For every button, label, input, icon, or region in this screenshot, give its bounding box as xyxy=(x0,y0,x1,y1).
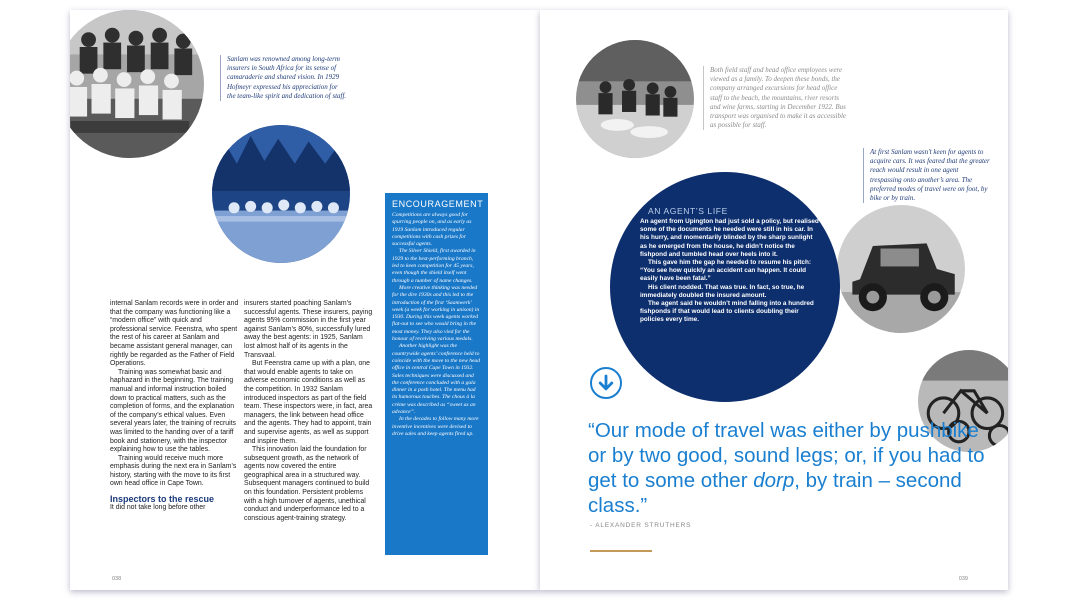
agents-life-paragraph: An agent from Upington had just sold a policy, but realised some of the documents he needed were still in his car. In his hurry, and momentarily blinded by the sharp sunlight as he emerged from the house, he didn’t notice the fishpond and tumbled head over heels into it. xyxy=(640,218,819,258)
quote-text-end: , by train – second class.” xyxy=(588,469,962,517)
body-paragraph: insurers started poaching Sanlam’s successful agents. These insurers, paying agents 95% commission in the first year against Sanlam’s 80%, successfully lured away the best agents: in 1925, Sanlam lost almost half of its agents in the Transvaal. xyxy=(244,300,373,359)
staff-group-photo xyxy=(70,10,204,158)
body-paragraph: internal Sanlam records were in order and that the company was functioning like a “modern office” with quick and professional service. Feenstra, who spent the rest of his career at Sanlam and became assistant general manager, can rightly be regarded as the Father of Field Operations. xyxy=(110,300,239,368)
sidebar-title: ENCOURAGEMENT xyxy=(392,199,484,209)
body-paragraph: But Feenstra came up with a plan, one that would enable agents to take on adverse economic conditions as well as the competition. In 1932 Sanlam introduced inspectors as part of the field team. These inspectors were, in fact, area managers, the link between head office and the agents. They had to appoint, train and supervise agents, as well as support and inspire them. xyxy=(244,360,373,445)
vintage-car-photo xyxy=(837,205,965,333)
agents-life-panel xyxy=(610,172,840,402)
body-column-1 xyxy=(110,300,240,512)
left-page xyxy=(70,10,540,590)
encouragement-sidebar xyxy=(385,193,488,555)
arrow-down-circle-icon xyxy=(590,367,622,399)
body-column-2 xyxy=(244,300,374,523)
right-page xyxy=(540,10,1008,590)
agents-life-title: AN AGENT’S LIFE xyxy=(648,206,728,216)
quote-text: “Our mode of travel was either by pushbike or by two good, sound legs; or, if you had to get to some other xyxy=(588,419,985,492)
sidebar-paragraph: In the decades to follow many more inventive incentives were devised to drive sales and keep agents fired up. xyxy=(392,416,479,437)
agents-life-paragraph: His client nodded. That was true. In fact, so true, he immediately doubled the insured amount. xyxy=(640,283,805,299)
staff-photo-caption: Sanlam was renowned among long-term insurers in South Africa for its sense of camaraderie and shared vision. In 1929 Hofmeyr expressed his appreciation for the team-like spirit and dedication of staff. xyxy=(220,55,347,101)
agents-life-paragraph: The agent said he wouldn’t mind falling into a hundred fishponds if that would lead to clients doubling their policies every time. xyxy=(640,300,814,324)
pull-quote xyxy=(588,418,988,518)
beach-outing-caption: Both field staff and head office employees were viewed as a family. To deepen these bonds, the company arranged excursions for head office staff to the beach, the mountains, river resorts and wine farms, starting in December 1922. Bus transport was organised to make it as accessible as possible for staff. xyxy=(703,66,850,130)
sidebar-paragraph: Competitions are always good for spurring people on, and as early as 1919 Sanlam introduced regular competitions with cash prizes for successful agents. xyxy=(392,212,472,248)
inspectors-subheading: Inspectors to the rescue xyxy=(110,494,215,505)
page-number-left: 038 xyxy=(112,576,122,582)
quote-italic-word: dorp xyxy=(753,469,795,492)
sidebar-paragraph: The Silver Shield, first awarded in 1929 to the best-performing branch, led to keen competition for 45 years, even though the shield itself went through a number of name changes. xyxy=(392,248,476,284)
beach-outing-photo xyxy=(576,40,694,158)
bathers-photo xyxy=(212,125,350,263)
sidebar-paragraph: More creative thinking was needed for the dire 1930s and this led to the introduction of the first ‘Saamwerk’ week (a week for working in unison) in 1930. During this week agents worked flat-out to see who would bring in the most money. They also vied for the honour of receiving various medals. xyxy=(392,284,480,343)
quote-attribution: - ALEXANDER STRUTHERS xyxy=(590,522,692,529)
body-paragraph: Training would receive much more emphasis during the next era in Sanlam’s history, starting with the move to its first own head office in Cape Town. xyxy=(110,454,237,488)
sidebar-paragraph: Another highlight was the countrywide agents’ conference held to coincide with the move to the new head office in central Cape Town in 1932. Sales techniques were discussed and the conference concluded with a gala dinner in a posh hotel. The menu had its humorous touches. The chous à la crème was described as “sweet as an advance”. xyxy=(392,343,481,416)
body-paragraph: Training was somewhat basic and haphazard in the beginning. The training manual and informal instruction boiled down to practical matters, such as the completion of forms, and the explanation of the company’s ethical values. Even several years later, the training of recruits was limited to the handing over of a tariff book and stationery, with the inspector explaining how to use the tables. xyxy=(110,368,237,454)
body-paragraph: This innovation laid the foundation for subsequent growth, as the network of agents now covered the entire geographical area in a structured way. Subsequent managers continued to build on this foundation. Persistent problems with a high turnover of agents, unethical conduct and underperformance led to a conscious agent-training strategy. xyxy=(244,446,370,522)
gold-divider xyxy=(590,550,652,552)
page-number-right: 039 xyxy=(958,576,968,582)
cars-caption: At first Sanlam wasn’t keen for agents to acquire cars. It was feared that the greater reach would result in one agent trespassing onto another’s area. The preferred modes of travel were on foot, by bike or by train. xyxy=(863,148,990,203)
body-paragraph: It did not take long before other xyxy=(110,503,206,511)
agents-life-paragraph: This gave him the gap he needed to resume his pitch: “You see how quickly an accident can happen. It could easily have been fatal.” xyxy=(640,259,811,283)
